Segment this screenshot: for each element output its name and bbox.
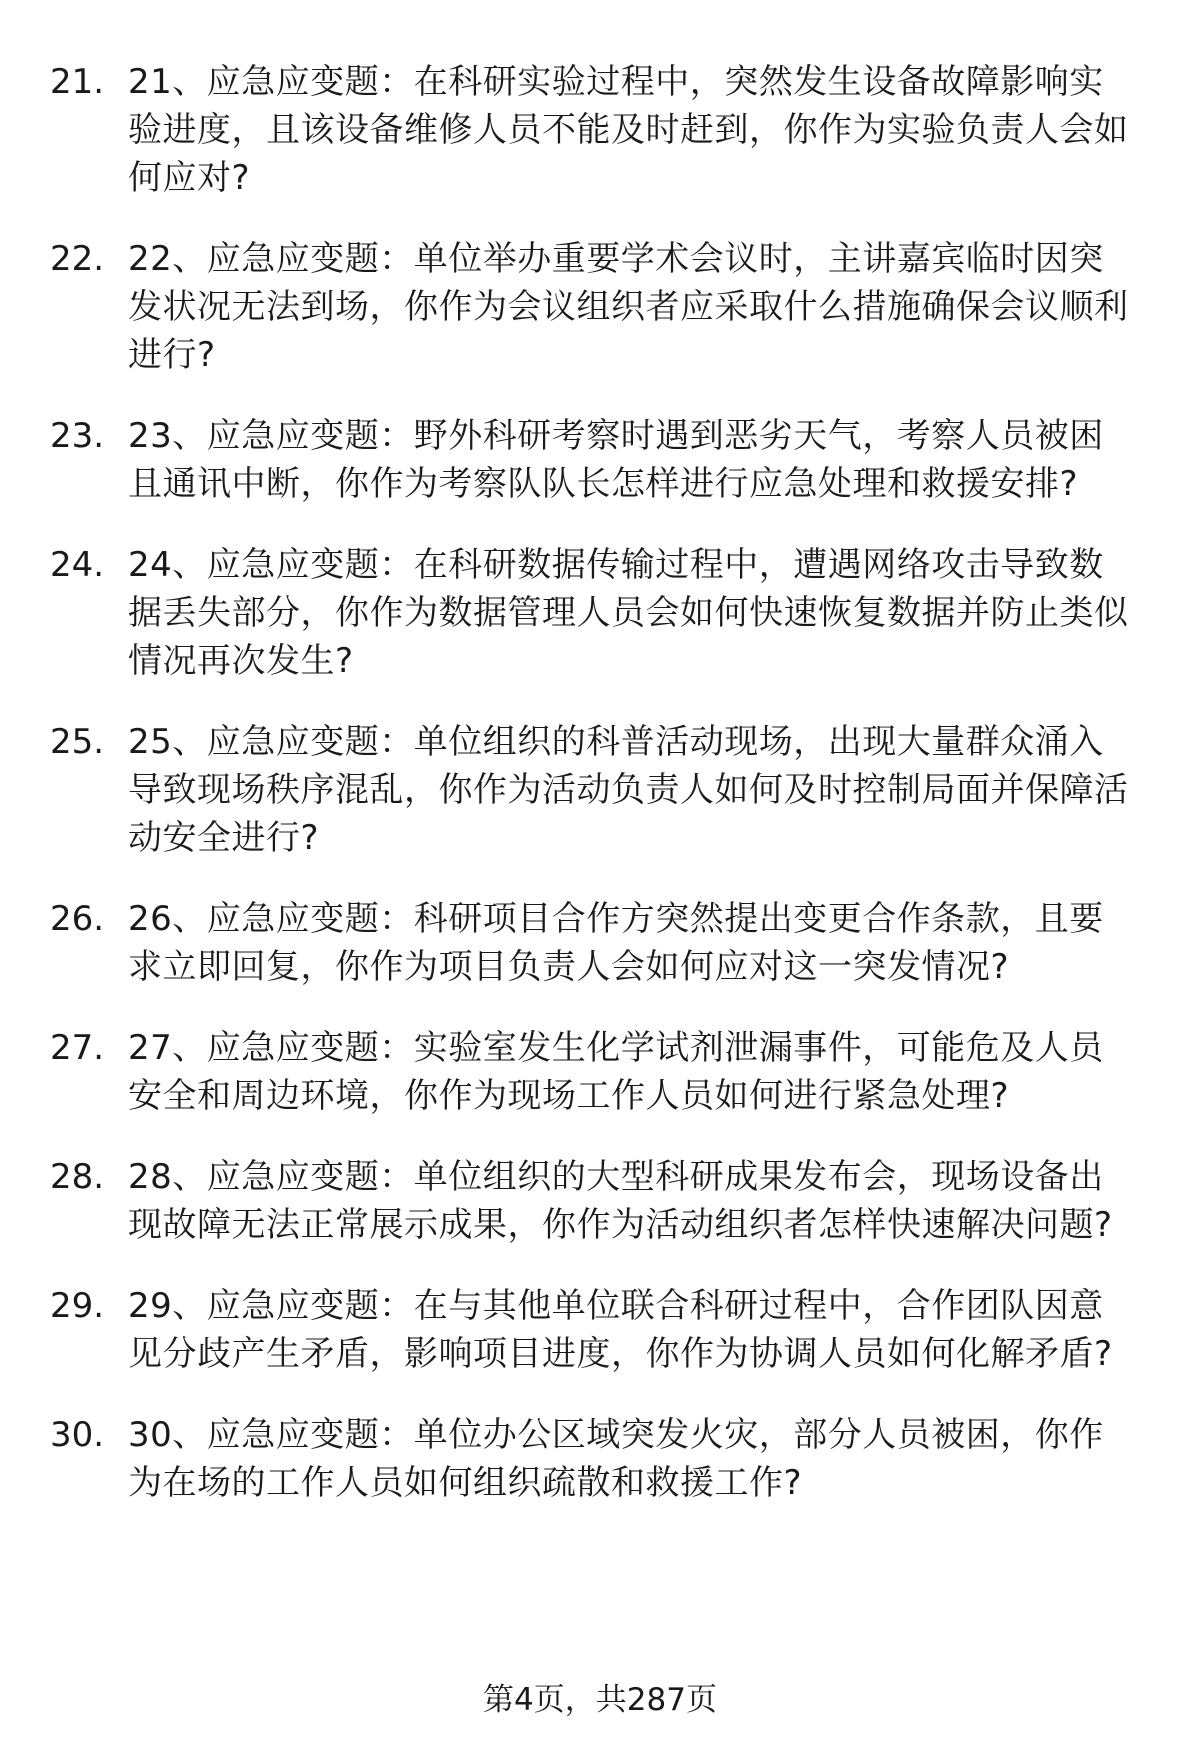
question-text: 30、应急应变题：单位办公区域突发火灾，部分人员被困，你作为在场的工作人员如何组织疏散和救援工作? — [128, 1415, 1104, 1503]
question-text: 27、应急应变题：实验室发生化学试剂泄漏事件，可能危及人员安全和周边环境，你作为现场工作人员如何进行紧急处理? — [128, 1028, 1104, 1116]
question-number: 24. — [50, 545, 105, 585]
question-text: 25、应急应变题：单位组织的科普活动现场，出现大量群众涌入导致现场秩序混乱，你作为活动负责人如何及时控制局面并保障活动安全进行? — [128, 722, 1129, 858]
question-number: 27. — [50, 1028, 105, 1068]
question-text: 21、应急应变题：在科研实验过程中，突然发生设备故障影响实验进度，且该设备维修人员不能及时赶到，你作为实验负责人会如何应对? — [128, 62, 1129, 198]
question-number: 28. — [50, 1157, 105, 1197]
page-number-label: 第4页，共287页 — [483, 1682, 717, 1718]
question-text: 23、应急应变题：野外科研考察时遇到恶劣天气，考察人员被困且通讯中断，你作为考察队队长怎样进行应急处理和救援安排? — [128, 416, 1104, 504]
list-item — [50, 895, 1150, 991]
list-item — [50, 58, 1150, 202]
list-item — [50, 412, 1150, 508]
question-text: 22、应急应变题：单位举办重要学术会议时，主讲嘉宾临时因突发状况无法到场，你作为会议组织者应采取什么措施确保会议顺利进行? — [128, 239, 1129, 375]
list-item — [50, 1411, 1150, 1507]
question-number: 23. — [50, 416, 105, 456]
list-item — [50, 1153, 1150, 1249]
question-number: 30. — [50, 1415, 105, 1455]
question-text: 26、应急应变题：科研项目合作方突然提出变更合作条款，且要求立即回复，你作为项目负责人会如何应对这一突发情况? — [128, 899, 1104, 987]
question-text: 24、应急应变题：在科研数据传输过程中，遭遇网络攻击导致数据丢失部分，你作为数据管理人员会如何快速恢复数据并防止类似情况再次发生? — [128, 545, 1129, 681]
question-number: 22. — [50, 239, 105, 279]
list-item — [50, 541, 1150, 685]
question-text: 28、应急应变题：单位组织的大型科研成果发布会，现场设备出现故障无法正常展示成果，你作为活动组织者怎样快速解决问题? — [128, 1157, 1113, 1245]
list-item — [50, 718, 1150, 862]
question-text: 29、应急应变题：在与其他单位联合科研过程中，合作团队因意见分歧产生矛盾，影响项目进度，你作为协调人员如何化解矛盾? — [128, 1286, 1113, 1374]
question-number: 25. — [50, 722, 105, 762]
question-number: 26. — [50, 899, 105, 939]
question-list — [50, 58, 1150, 1507]
question-number: 21. — [50, 62, 105, 102]
list-item — [50, 1282, 1150, 1378]
page-footer — [0, 1680, 1200, 1720]
list-item — [50, 1024, 1150, 1120]
question-number: 29. — [50, 1286, 105, 1326]
list-item — [50, 235, 1150, 379]
